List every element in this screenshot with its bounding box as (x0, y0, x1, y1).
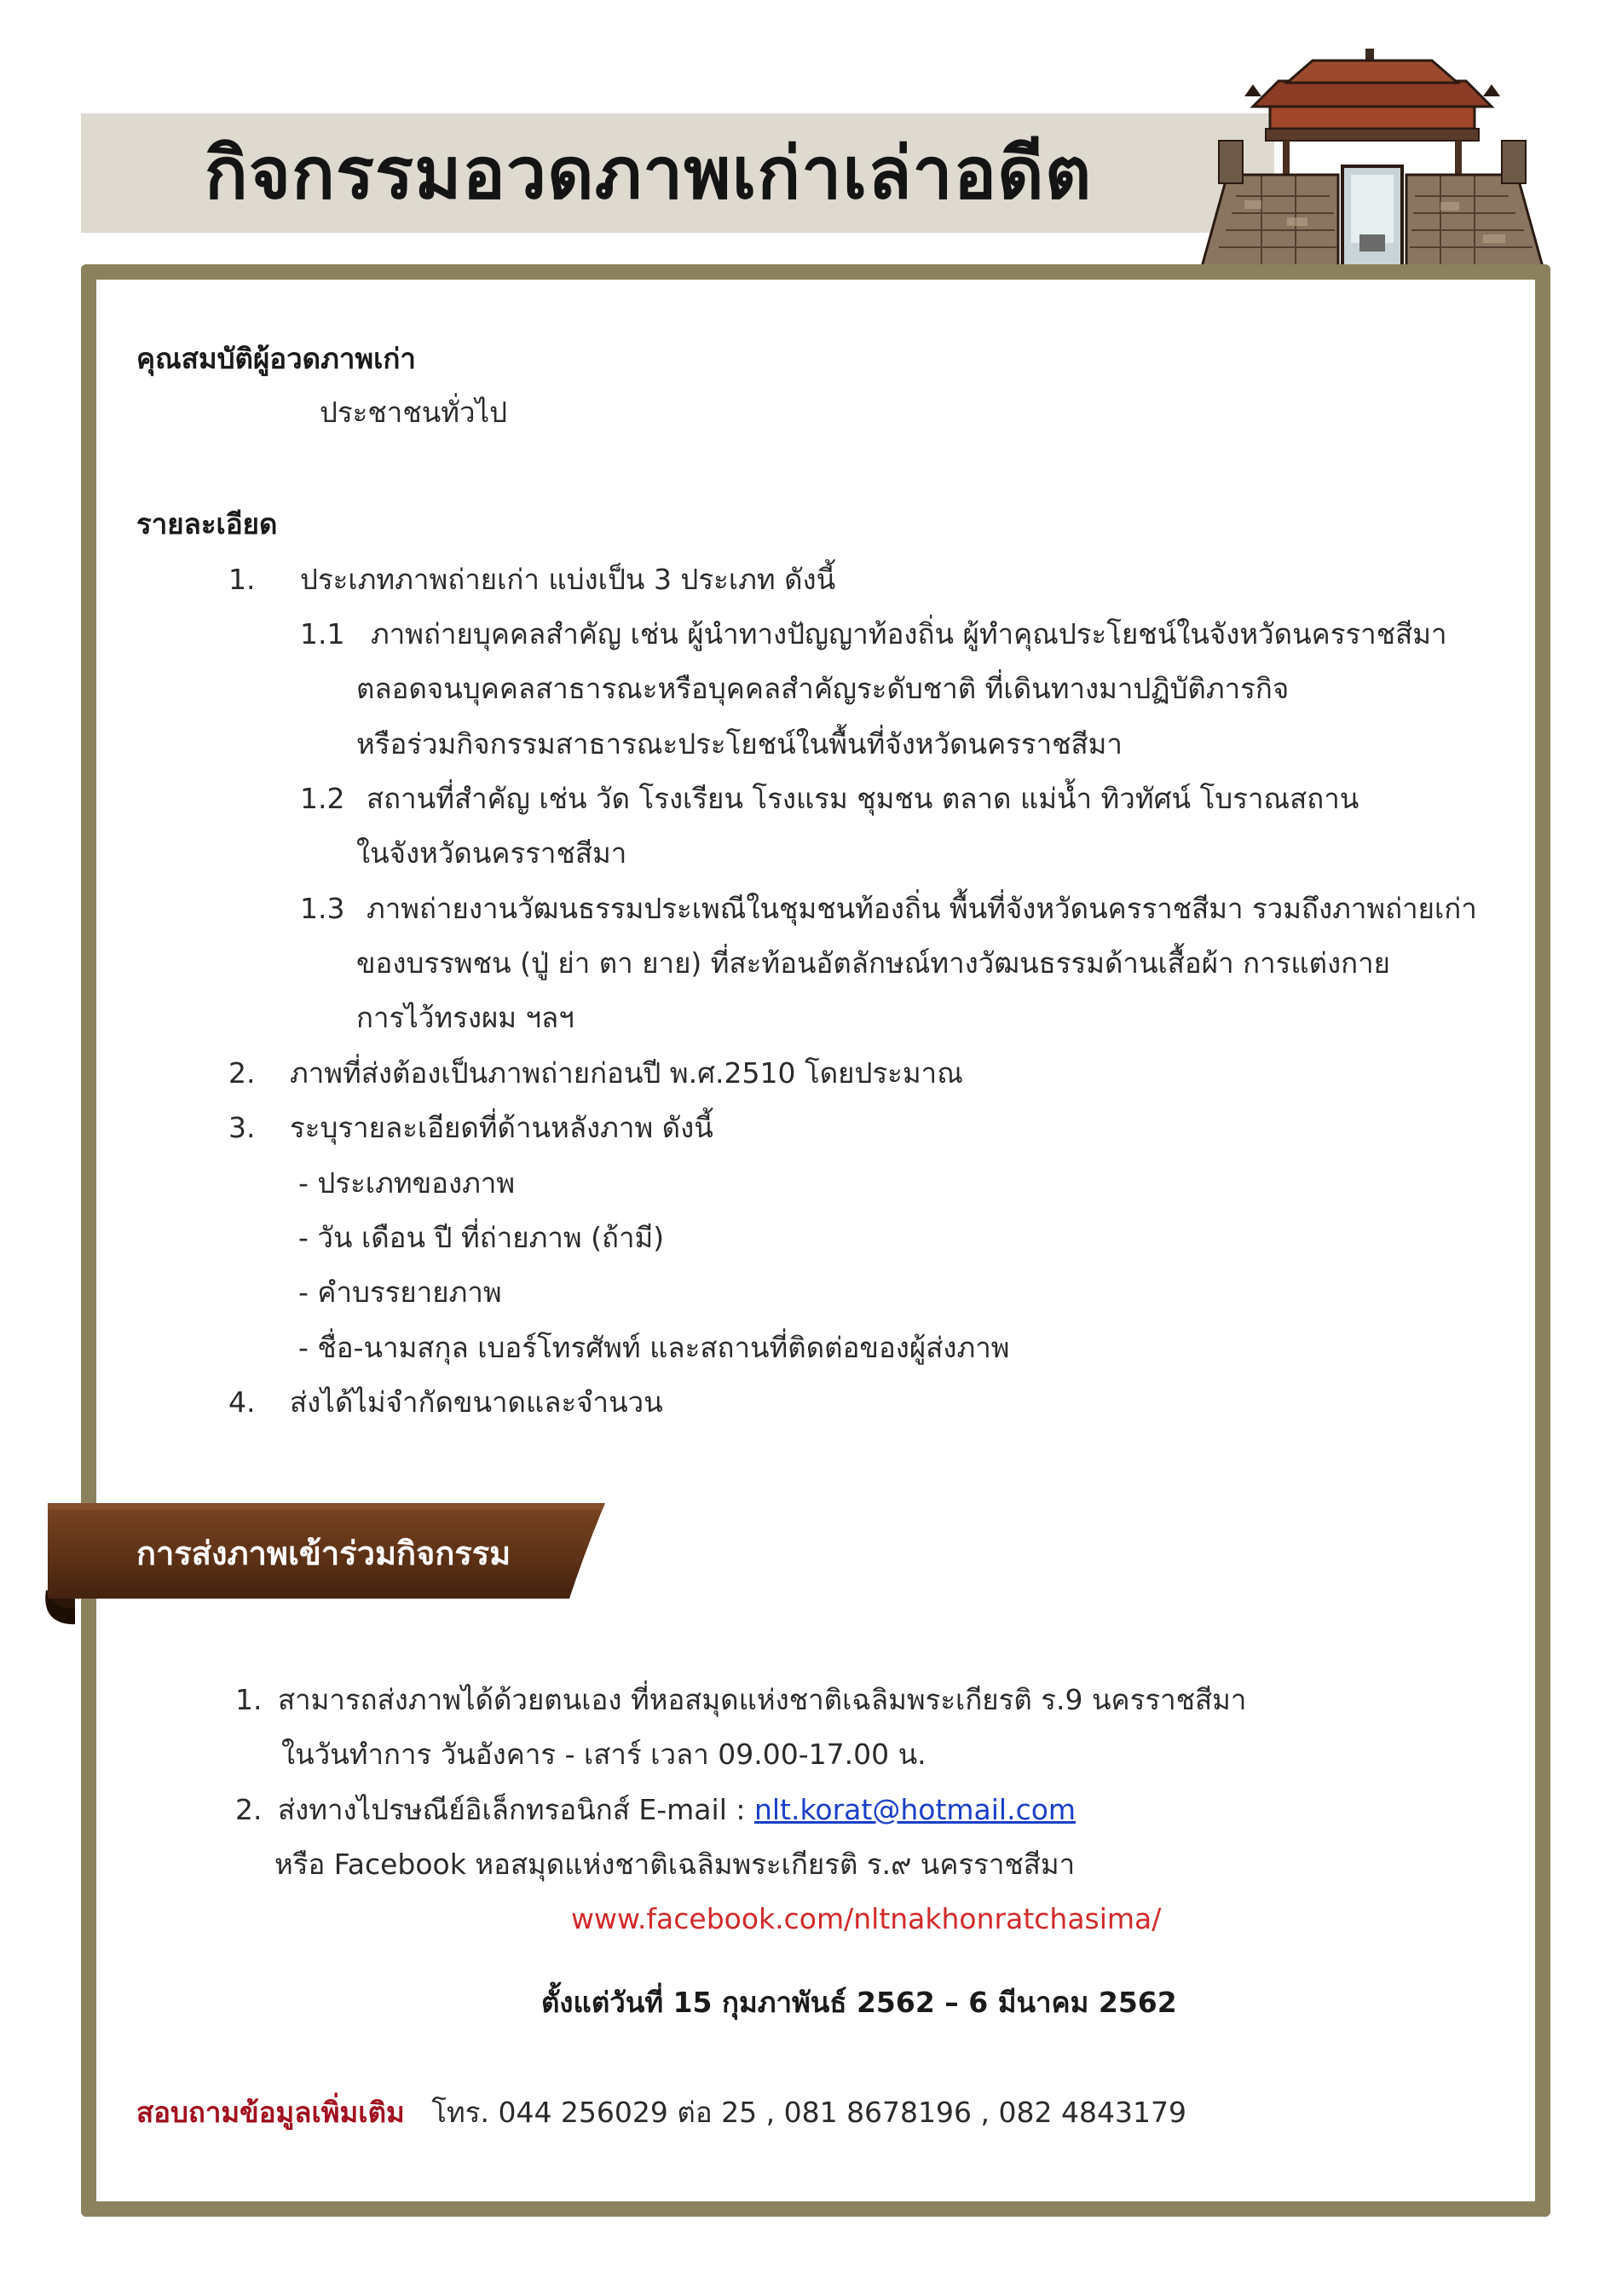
details-bullet-caption: - คำบรรยายภาพ (298, 1275, 502, 1309)
submission-item-2-number: 2. (235, 1793, 263, 1826)
details-sub-1-1-line-2: ตลอดจนบุคคลสาธารณะหรือบุคคลสำคัญระดับชาติ ที่เดินทางมาปฏิบัติภารกิจ (356, 672, 1290, 705)
contact-phones: โทร. 044 256029 ต่อ 25 , 081 8678196 , 082 4843179 (431, 2096, 1186, 2129)
details-bullet-date: - วัน เดือน ปี ที่ถ่ายภาพ (ถ้ามี) (298, 1221, 665, 1254)
temple-gate-icon (1185, 47, 1560, 269)
details-sub-1-3-line-2: ของบรรพชน (ปู่ ย่า ตา ยาย) ที่สะท้อนอัตลักษณ์ทางวัฒนธรรมด้านเสื้อผ้า การแต่งกาย (356, 946, 1390, 980)
details-bullet-type: - ประเภทของภาพ (298, 1166, 516, 1200)
details-sub-1-1-line-3: หรือร่วมกิจกรรมสาธารณะประโยชน์ในพื้นที่จังหวัดนครราชสีมา (356, 727, 1123, 761)
email-link[interactable]: nlt.korat@hotmail.com (753, 1793, 1077, 1826)
submission-item-1-line-2: ในวันทำการ วันอังคาร - เสาร์ เวลา 09.00-17.00 น. (281, 1738, 926, 1771)
facebook-url-link[interactable]: www.facebook.com/nltnakhonratchasima/ (571, 1902, 1162, 1935)
contact-label: สอบถามข้อมูลเพิ่มเติม (136, 2096, 405, 2129)
details-item-2-number: 2. (228, 1056, 256, 1090)
contact-line (136, 2094, 1186, 2131)
submission-item-1-number: 1. (235, 1683, 263, 1716)
details-sub-1-1-line-1: ภาพถ่ายบุคคลสำคัญ เช่น ผู้นำทางปัญญาท้องถิ่น ผู้ทำคุณประโยชน์ในจังหวัดนครราชสีมา (371, 617, 1447, 651)
details-item-4-text: ส่งได้ไม่จำกัดขนาดและจำนวน (290, 1385, 663, 1419)
details-item-4-number: 4. (228, 1385, 256, 1419)
email-label: ส่งทางไปรษณีย์อิเล็กทรอนิกส์ E-mail : (278, 1793, 754, 1826)
details-sub-1-2-line-1: สถานที่สำคัญ เช่น วัด โรงเรียน โรงแรม ชุมชน ตลาด แม่น้ำ ทิวทัศน์ โบราณสถาน (367, 782, 1359, 815)
details-sub-1-3-number: 1.3 (300, 892, 345, 925)
details-sub-1-2-line-2: ในจังหวัดนครราชสีมา (356, 836, 627, 870)
details-sub-1-2-number: 1.2 (300, 782, 345, 815)
details-item-3-text: ระบุรายละเอียดที่ด้านหลังภาพ ดังนี้ (290, 1111, 713, 1144)
details-sub-1-1-number: 1.1 (300, 617, 345, 651)
details-item-1-number: 1. (228, 563, 256, 596)
details-sub-1-3-line-3: การไว้ทรงผม ฯลฯ (356, 1001, 574, 1034)
page-title: กิจกรรมอวดภาพเก่าเล่าอดีต (205, 131, 1093, 215)
submission-item-1-line-1: สามารถส่งภาพได้ด้วยตนเอง ที่หอสมุดแห่งชาติเฉลิมพระเกียรติ ร.9 นครราชสีมา (278, 1683, 1247, 1716)
details-sub-1-3-line-1: ภาพถ่ายงานวัฒนธรรมประเพณีในชุมชนท้องถิ่น พื้นที่จังหวัดนครราชสีมา รวมถึงภาพถ่ายเก่า (367, 892, 1477, 925)
qualification-value: ประชาชนทั่วไป (320, 396, 508, 429)
submission-period: ตั้งแต่วันที่ 15 กุมภาพันธ์ 2562 – 6 มีนาคม 2562 (541, 1986, 1177, 2019)
contact-spacer (405, 2096, 431, 2129)
details-bullet-contact: - ชื่อ-นามสกุล เบอร์โทรศัพท์ และสถานที่ติดต่อของผู้ส่งภาพ (298, 1331, 1010, 1364)
details-heading: รายละเอียด (136, 507, 278, 541)
submission-heading: การส่งภาพเข้าร่วมกิจกรรม (136, 1535, 511, 1572)
submission-item-2-line-2: หรือ Facebook หอสมุดแห่งชาติเฉลิมพระเกียรติ ร.๙ นครราชสีมา (274, 1848, 1076, 1881)
qualification-heading: คุณสมบัติผู้อวดภาพเก่า (136, 342, 416, 375)
submission-item-2-line-1 (278, 1791, 1076, 1829)
details-item-2-text: ภาพที่ส่งต้องเป็นภาพถ่ายก่อนปี พ.ศ.2510 โดยประมาณ (290, 1056, 963, 1090)
details-item-1-text: ประเภทภาพถ่ายเก่า แบ่งเป็น 3 ประเภท ดังนี้ (300, 563, 836, 596)
details-item-3-number: 3. (228, 1111, 256, 1144)
